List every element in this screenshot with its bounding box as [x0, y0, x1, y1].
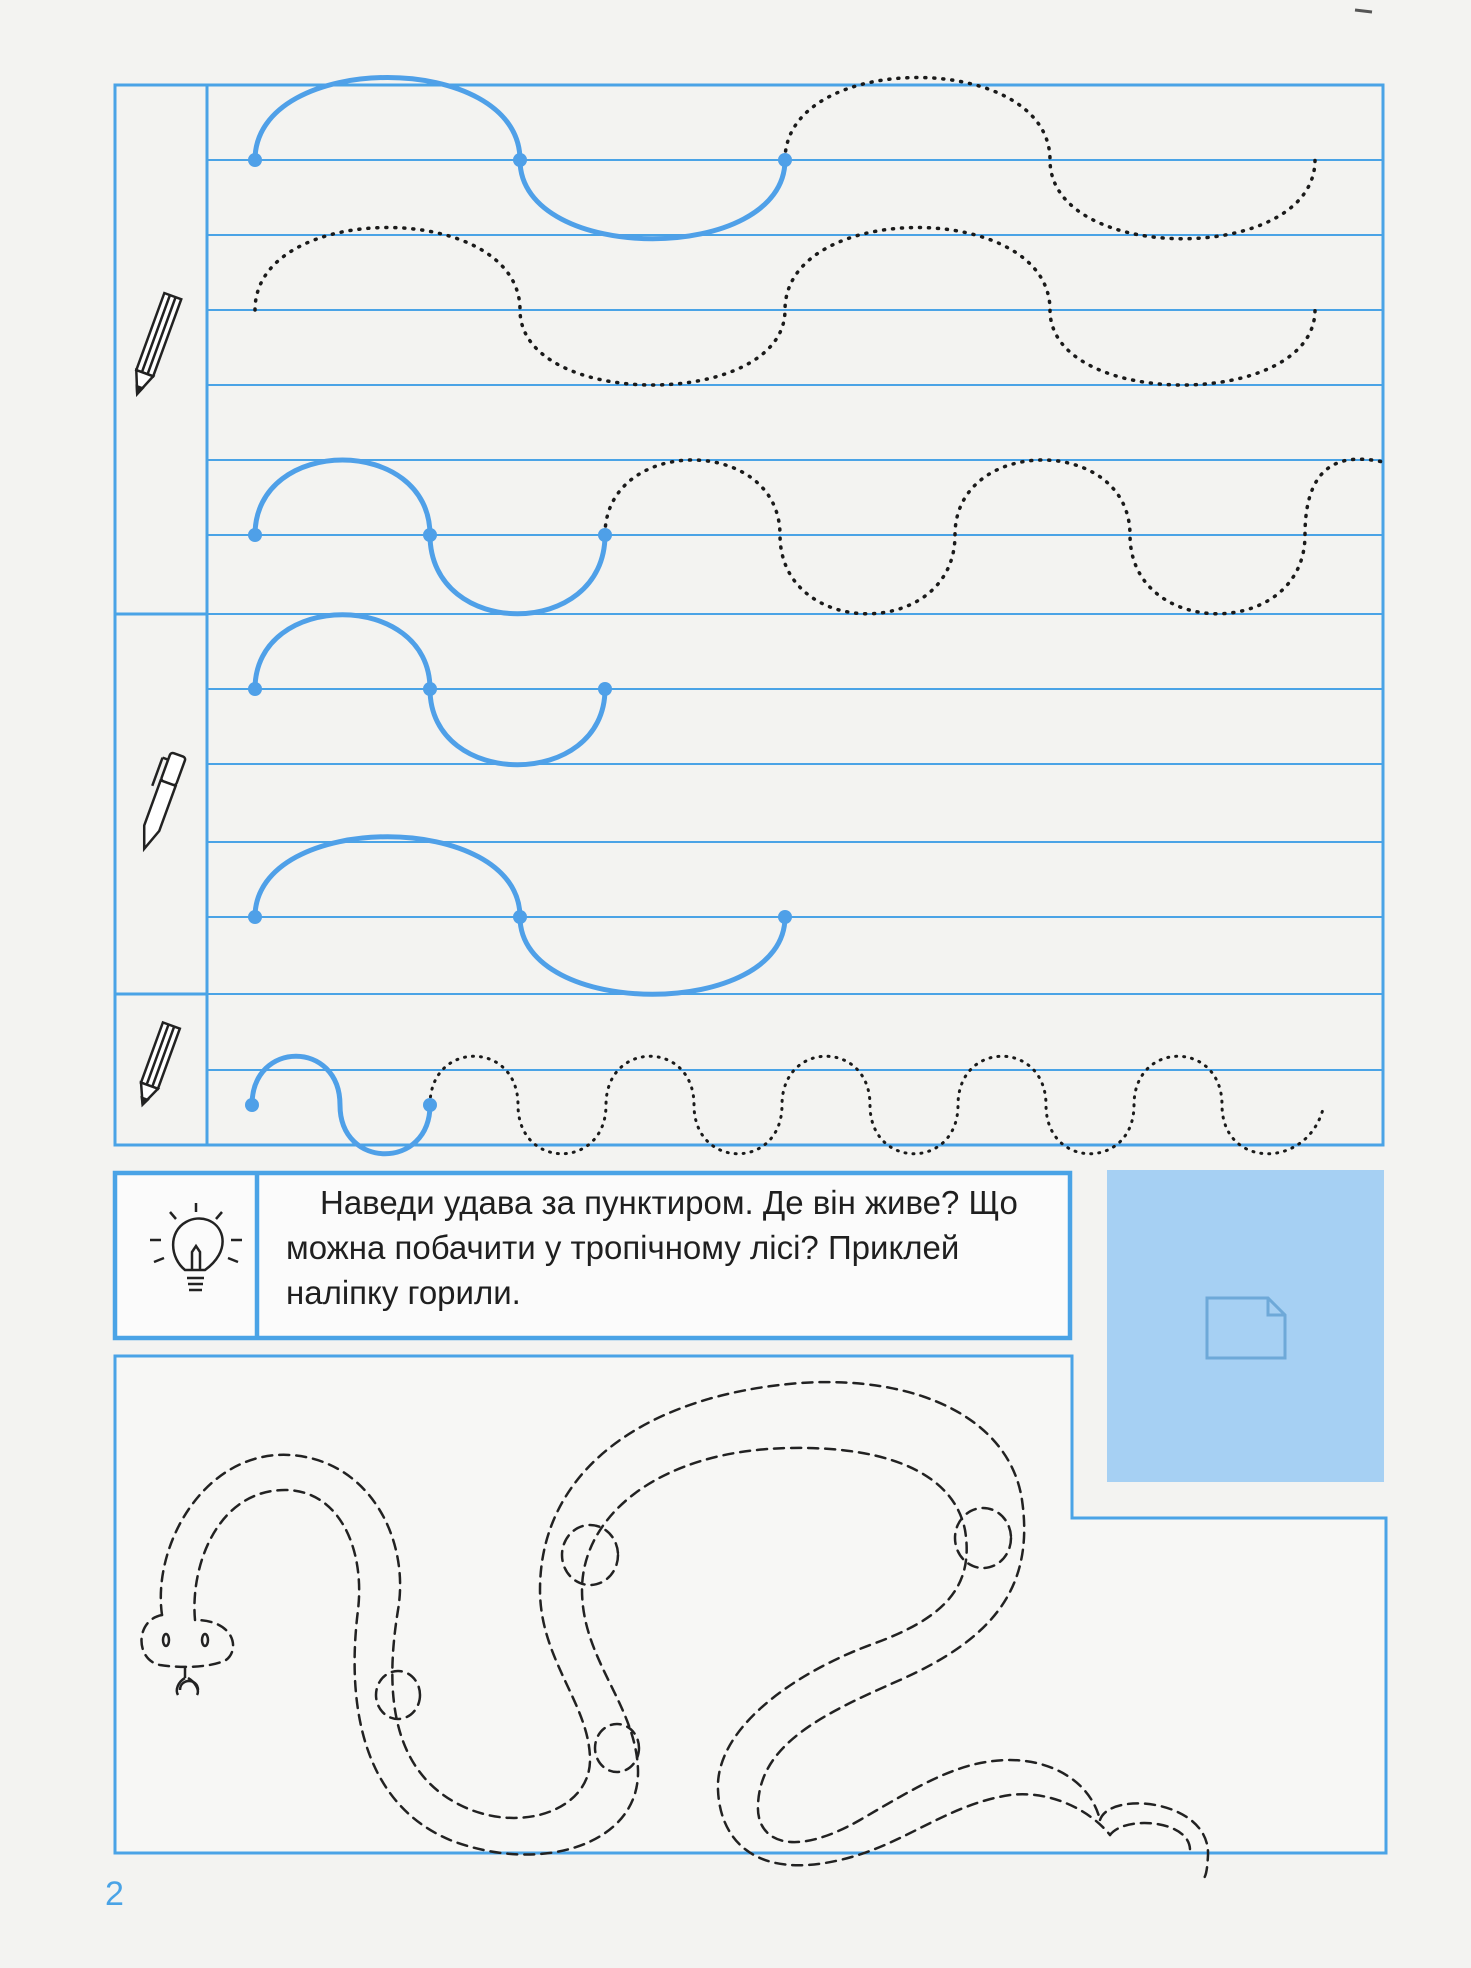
wave-end-dot: [598, 682, 612, 696]
wave-dotted-segment: [605, 459, 1383, 614]
pen-icon: [131, 750, 186, 851]
wave-start-dot: [248, 528, 262, 542]
wave-end-dot: [598, 528, 612, 542]
ruled-lines: [207, 160, 1383, 1070]
wave-start-dot: [248, 910, 262, 924]
pencil-icon: [134, 1022, 180, 1107]
writing-area: [115, 78, 1383, 1154]
wave-mid-dot: [423, 528, 437, 542]
corner-mark: [1355, 10, 1372, 12]
wave-mid-dot: [513, 910, 527, 924]
wave-start-dot: [245, 1098, 259, 1112]
page-number: 2: [105, 1875, 124, 1913]
task-instruction: Наведи удава за пунктиром. Де він живе? Що можна побачити у тропічному лісі? Приклей наліпку горили.: [286, 1184, 1018, 1311]
wave-dotted-segment: [785, 78, 1315, 239]
pencil-icon: [129, 293, 181, 397]
wave-dotted-row: [255, 228, 1315, 386]
wave-start-dot: [248, 153, 262, 167]
wave-mid-dot: [513, 153, 527, 167]
wave-mid-dot: [423, 682, 437, 696]
wave-end-dot: [423, 1098, 437, 1112]
wave-end-dot: [778, 153, 792, 167]
sticker-area: [1107, 1170, 1384, 1482]
wave-end-dot: [778, 910, 792, 924]
wave-start-dot: [248, 682, 262, 696]
